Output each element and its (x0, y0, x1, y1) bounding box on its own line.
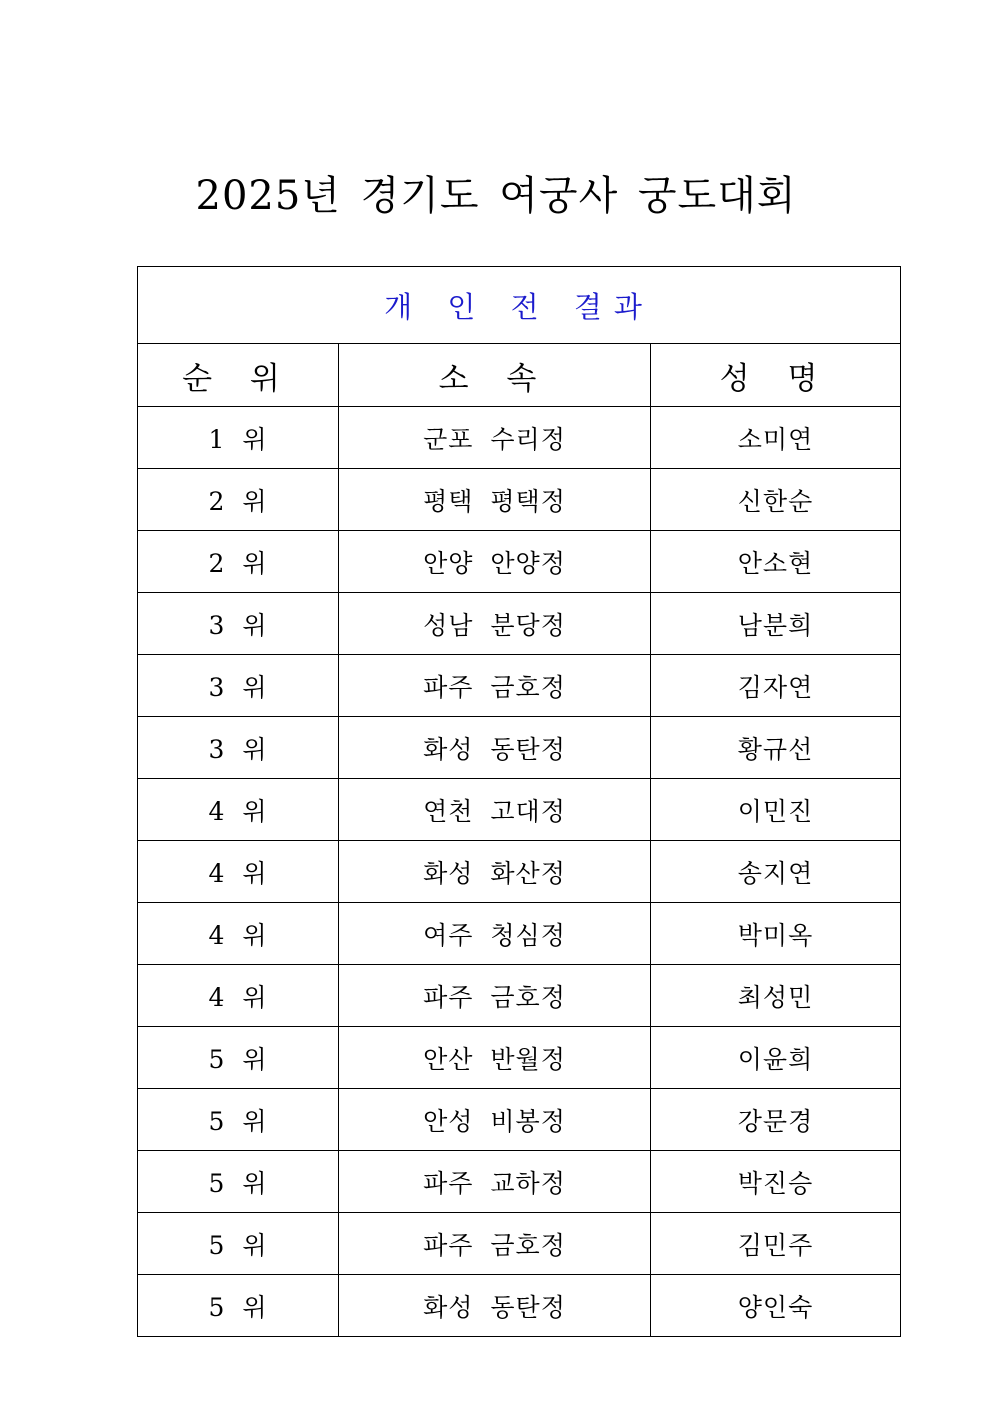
name-cell: 양인숙 (651, 1275, 901, 1337)
rank-cell: 3 위 (138, 655, 339, 717)
column-header-rank: 순 위 (138, 344, 339, 407)
rank-cell: 4 위 (138, 779, 339, 841)
affiliation-cell: 파주 교하정 (339, 1151, 651, 1213)
results-table-body (138, 267, 901, 1337)
rank-cell: 5 위 (138, 1027, 339, 1089)
table-row (138, 779, 901, 841)
table-row (138, 841, 901, 903)
name-cell: 최성민 (651, 965, 901, 1027)
rank-cell: 3 위 (138, 717, 339, 779)
rank-cell: 2 위 (138, 531, 339, 593)
name-cell: 안소현 (651, 531, 901, 593)
table-row (138, 1027, 901, 1089)
name-cell: 송지연 (651, 841, 901, 903)
name-cell: 이윤희 (651, 1027, 901, 1089)
table-row (138, 965, 901, 1027)
results-table (137, 266, 901, 1337)
table-header-row (138, 344, 901, 407)
affiliation-cell: 여주 청심정 (339, 903, 651, 965)
rank-cell: 5 위 (138, 1275, 339, 1337)
name-cell: 황규선 (651, 717, 901, 779)
table-row (138, 903, 901, 965)
name-cell: 강문경 (651, 1089, 901, 1151)
rank-cell: 1 위 (138, 407, 339, 469)
affiliation-cell: 안성 비봉정 (339, 1089, 651, 1151)
table-row (138, 1151, 901, 1213)
rank-cell: 5 위 (138, 1151, 339, 1213)
table-row (138, 593, 901, 655)
table-row (138, 469, 901, 531)
rank-cell: 3 위 (138, 593, 339, 655)
column-header-affiliation: 소 속 (339, 344, 651, 407)
affiliation-cell: 안양 안양정 (339, 531, 651, 593)
rank-cell: 5 위 (138, 1213, 339, 1275)
affiliation-cell: 평택 평택정 (339, 469, 651, 531)
rank-cell: 4 위 (138, 965, 339, 1027)
affiliation-cell: 파주 금호정 (339, 965, 651, 1027)
page-title: 2025년 경기도 여궁사 궁도대회 (195, 173, 797, 219)
affiliation-cell: 화성 동탄정 (339, 1275, 651, 1337)
affiliation-cell: 성남 분당정 (339, 593, 651, 655)
rank-cell: 2 위 (138, 469, 339, 531)
rank-cell: 5 위 (138, 1089, 339, 1151)
table-row (138, 655, 901, 717)
affiliation-cell: 군포 수리정 (339, 407, 651, 469)
rank-cell: 4 위 (138, 841, 339, 903)
table-caption: 개 인 전 결과 (138, 267, 901, 344)
table-row (138, 1089, 901, 1151)
table-row (138, 531, 901, 593)
affiliation-cell: 화성 화산정 (339, 841, 651, 903)
affiliation-cell: 안산 반월정 (339, 1027, 651, 1089)
column-header-name: 성 명 (651, 344, 901, 407)
name-cell: 김자연 (651, 655, 901, 717)
affiliation-cell: 파주 금호정 (339, 655, 651, 717)
table-row (138, 717, 901, 779)
table-row (138, 407, 901, 469)
table-row (138, 1275, 901, 1337)
rank-cell: 4 위 (138, 903, 339, 965)
name-cell: 남분희 (651, 593, 901, 655)
name-cell: 소미연 (651, 407, 901, 469)
affiliation-cell: 화성 동탄정 (339, 717, 651, 779)
name-cell: 김민주 (651, 1213, 901, 1275)
table-caption-row (138, 267, 901, 344)
affiliation-cell: 파주 금호정 (339, 1213, 651, 1275)
table-row (138, 1213, 901, 1275)
name-cell: 신한순 (651, 469, 901, 531)
name-cell: 박미옥 (651, 903, 901, 965)
affiliation-cell: 연천 고대정 (339, 779, 651, 841)
name-cell: 이민진 (651, 779, 901, 841)
name-cell: 박진승 (651, 1151, 901, 1213)
